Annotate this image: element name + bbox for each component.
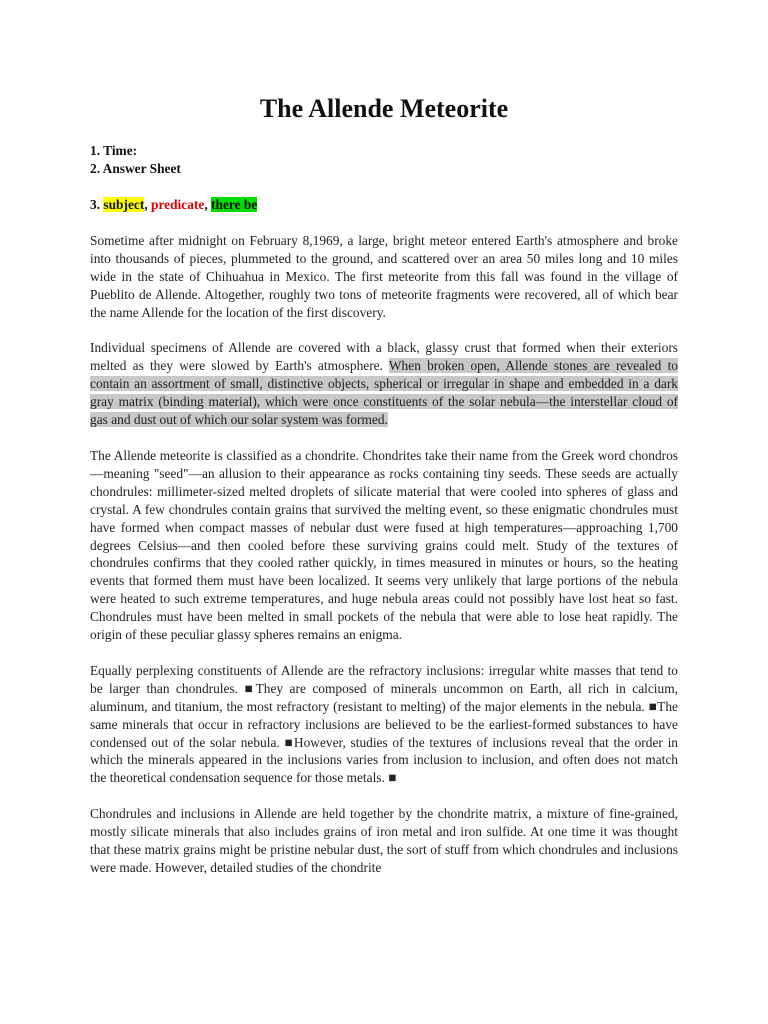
legend-separator-2: , [204,197,212,212]
color-legend [90,196,678,214]
paragraph-2-highlighted-sentence: When broken open, Allende stones are revealed to contain an assortment of small, distinctive objects, spherical or irregular in shape and embedded in a dark gray matrix (binding material), which were once constituents of the solar nebula—the interstellar cloud of gas and dust out of which our solar system was formed. [90,358,678,428]
paragraph-4: Equally perplexing constituents of Allende are the refractory inclusions: irregular white masses that tend to be larger than chondrules. ■They are composed of minerals uncommon on Earth, all rich in calcium, aluminum, and titanium, the most refractory (resistant to melting) of the major elements in the nebula. ■The same minerals that occur in refractory inclusions are believed to be the earliest-formed substances to have condensed out of the solar nebula. ■However, studies of the textures of inclusions reveal that the order in which the minerals appeared in the inclusions varies from inclusion to inclusion, and often does not match the theoretical condensation sequence for those metals. ■ [90,662,678,786]
paragraph-5: Chondrules and inclusions in Allende are held together by the chondrite matrix, a mixture of fine-grained, mostly silicate minerals that also includes grains of iron metal and iron sulfide. At one time it was thought that these matrix grains might be pristine nebular dust, the sort of stuff from which chondrules and inclusions were made. However, detailed studies of the chondrite [90,806,678,875]
paragraph-3: The Allende meteorite is classified as a chondrite. Chondrites take their name from the Greek word chondros—meaning "seed"—an allusion to their appearance as rocks containing tiny seeds. These seeds are actually chondrules: millimeter-sized melted droplets of silicate material that were cooled into spheres of glass and crystal. A few chondrules contain grains that survived the melting event, so these enigmatic chondrules must have formed when compact masses of nebular dust were fused at high temperatures—approaching 1,700 degrees Celsius—and then cooled before these surviving grains could melt. Study of the textures of chondrules confirms that they cooled rather quickly, in times measured in minutes or hours, so the heating events that formed them must have been localized. It seems very unlikely that large portions of the nebula were heated to such extreme temperatures, and huge nebula areas could not possibly have lost heat so fast. Chondrules must have been melted in small pockets of the nebula that were able to lose heat rapidly. The origin of these peculiar glassy spheres remains an enigma. [90,447,678,643]
legend-separator-1: , [144,197,152,212]
page-title: The Allende Meteorite [259,94,509,123]
answer-sheet-label: 2. Answer Sheet [90,161,181,176]
paragraph-2-plain: Individual specimens of Allende are covered with a black, glassy crust that formed when their exteriors melted as they were slowed by Earth's atmosphere. [90,340,678,374]
paragraph-2 [90,339,678,429]
legend-there-be: there be [211,197,258,212]
document-page [90,92,678,877]
paragraph-1: Sometime after midnight on February 8,1969, a large, bright meteor entered Earth's atmosphere and broke into thousands of pieces, plummeted to the ground, and scattered over an area 50 miles long and 10 miles wide in the state of Chihuahua in Mexico. The first meteorite from this fall was found in the village of Pueblito de Allende. Altogether, roughly two tons of meteorite fragments were recovered, all of which bear the name Allende for the location of the first discovery. [90,232,678,320]
time-label: 1. Time: [90,143,138,158]
legend-predicate: predicate [151,197,205,212]
legend-number: 3. [90,197,104,212]
legend-subject: subject [103,197,145,212]
